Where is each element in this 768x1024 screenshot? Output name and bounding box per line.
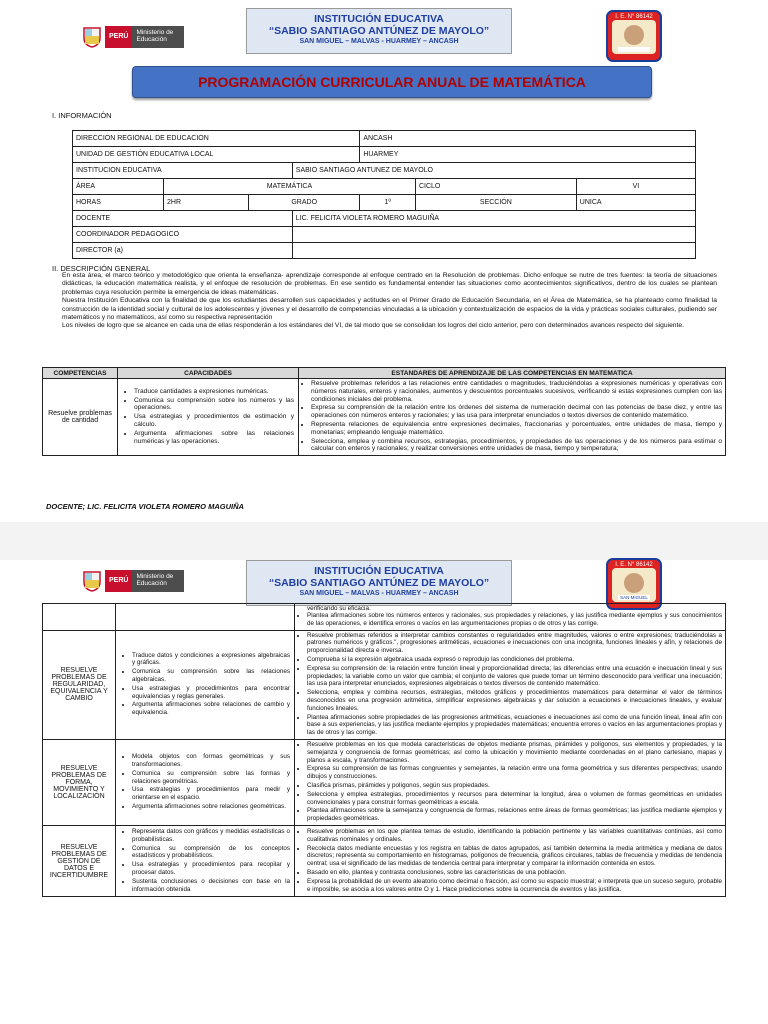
capacities-cell: [116, 825, 295, 896]
peru-shield-icon: [82, 570, 102, 592]
description-paragraph-3: Los niveles de logro que se alcance en cada una de ellas responderán a los estándares del VI, de tal modo que se consolidan los logros del ciclo anterior, pero con determinados avances respecto del siguiente.: [62, 322, 684, 330]
list-item: • Usa estrategias y procedimientos para medir y orientarse en el espacio.: [132, 786, 290, 802]
capacities-cell: [116, 630, 295, 739]
list-item: • Clasifica prismas, pirámides y polígonos, según sus propiedades.: [307, 782, 722, 790]
list-item: • Comprueba si la expresión algebraica usada expresó o reprodujo las condiciones del problema.: [307, 656, 722, 664]
institution-box: [246, 560, 512, 606]
list-item: • Sustenta conclusiones o decisiones con base en la información obtenida: [132, 878, 290, 894]
standards-cell: [299, 379, 726, 456]
director-value: [292, 243, 695, 259]
list-item: • Usa estrategias y procedimientos de estimación y cálculo.: [134, 413, 294, 429]
list-item: • Resuelve problemas en los que plantea temas de estudio, identificando la población pertinente y las variables cuantitativas continúas, así como cualitativas nominales y ordinales.: [307, 828, 722, 844]
peru-label: PERÚ: [105, 570, 132, 592]
competency-name: Resuelve problemas de cantidad: [43, 379, 118, 456]
ugel-label: UNIDAD DE GESTIÓN EDUCATIVA LOCAL: [73, 147, 360, 163]
institution-box: [246, 8, 512, 54]
school-seal-icon: [606, 10, 662, 62]
coordinator-value: [292, 227, 695, 243]
institution-line1: INSTITUCIÓN EDUCATIVA: [314, 565, 444, 577]
peru-shield-icon: [82, 26, 102, 48]
table-row: [43, 739, 726, 825]
grado-label: GRADO: [249, 195, 360, 211]
institution-line1: INSTITUCIÓN EDUCATIVA: [314, 13, 444, 25]
competency-name: RESUELVE PROBLEMAS DE REGULARIDAD, EQUIVALENCIA Y CAMBIO: [43, 630, 116, 739]
minedu-logo: [82, 570, 184, 592]
list-item: • Representa relaciones de equivalencia entre expresiones decimales, fraccionarias y porcentuales, entre unidades de masa, tiempo y monetarias; empleando lenguaje matemático.: [311, 421, 722, 437]
list-item: • Plantea afirmaciones sobre los números enteros y racionales, sus propiedades y relaciones, y las justifica mediante ejemplos y sus conocimientos de las operaciones, e identifica errores o vacíos en las argumentaciones propias o de otros y las corrige.: [307, 612, 722, 628]
standards-cell: [295, 825, 726, 896]
standards-cell: [295, 604, 726, 631]
list-item: • Comunica su comprensión de los conceptos estadísticos y probabilísticos.: [132, 845, 290, 861]
director-label: DIRECTOR (a): [73, 243, 293, 259]
list-item: • Plantea afirmaciones sobre la semejanza y congruencia de formas, relaciones entre áreas de formas geométricas; las justifica mediante ejemplos y propiedades geométricas.: [307, 807, 722, 823]
grado-value: 1º: [360, 195, 416, 211]
ie-label: INSTITUCION EDUCATIVA: [73, 163, 293, 179]
list-item: • Usa estrategias y procedimientos para recopilar y procesar datos.: [132, 861, 290, 877]
peru-label: PERÚ: [105, 26, 132, 48]
area-value: MATEMÁTICA: [164, 179, 416, 195]
ie-value: SABIO SANTIAGO ANTUNEZ DE MAYOLO: [292, 163, 695, 179]
list-item: • Expresa su comprensión de las formas congruentes y semejantes, la relación entre una forma geométrica y sus diferentes perspectivas; usando dibujos y construcciones.: [307, 765, 722, 781]
list-item: • Usa estrategias y procedimientos para encontrar equivalencias y reglas generales.: [132, 685, 290, 701]
list-item: • Selecciona, emplea y combina recursos, estrategias, métodos gráficos y procedimientos matemáticos para determinar el valor de términos desconocidos en una progresión aritmética, simplificar expresiones algebraicas y dar solución a ecuaciones e inecuaciones lineales, y evaluar funciones lineales.: [307, 689, 722, 712]
standards-cell: [295, 739, 726, 825]
header-capacidades: CAPACIDADES: [118, 368, 299, 379]
seccion-label: SECCIÓN: [415, 195, 576, 211]
institution-line3: SAN MIGUEL – MALVAS - HUARMEY – ANCASH: [299, 590, 459, 597]
horas-label: HORAS: [73, 195, 164, 211]
section-description-heading: II. DESCRIPCIÓN GENERAL: [52, 264, 151, 273]
header-competencias: COMPETENCIAS: [43, 368, 118, 379]
list-item: • Plantea afirmaciones sobre propiedades de las progresiones aritméticas, ecuaciones e inecuaciones así como de una función lineal, lineal afín con base a sus experiencias, y las justifica mediante ejemplos y propiedades matemáticas; encuentra errores o vacíos en las argumentaciones propias y las de otros y las corrige.: [307, 714, 722, 737]
institution-line3: SAN MIGUEL – MALVAS - HUARMEY – ANCASH: [299, 38, 459, 45]
capacities-cell: [116, 739, 295, 825]
svg-text:SAN MIGUEL: SAN MIGUEL: [620, 595, 648, 600]
competency-table-continued: [42, 603, 726, 897]
capacities-cell: [118, 379, 299, 456]
institution-line2: “SABIO SANTIAGO ANTÚNEZ DE MAYOLO”: [268, 577, 490, 589]
list-item: • Comunica su comprensión sobre los números y las operaciones.: [134, 397, 294, 413]
table-row: [43, 825, 726, 896]
ugel-value: HUARMEY: [360, 147, 696, 163]
list-item: • Argumenta afirmaciones sobre relaciones de cambio y equivalencia.: [132, 701, 290, 717]
table-row: [43, 630, 726, 739]
list-item: • Resuelve problemas referidos a las relaciones entre cantidades o magnitudes, traduciéndolas a expresiones numéricas y operativas con números naturales, enteros y racionales, aumentos y descuentos porcentuales sucesivos, verificando si estas expresiones cumplen con las condiciones iniciales del problema.: [311, 380, 722, 403]
competency-name: RESUELVE PROBLEMAS DE FORMA, MOVIMIENTO Y LOCALIZACIÓN: [43, 739, 116, 825]
list-item: • Traduce datos y condiciones a expresiones algebraicas y gráficas.: [132, 652, 290, 668]
list-item: • Recolecta datos mediante encuestas y los registra en tablas de datos agrupados, así también determina la media aritmética y mediana de datos discretos; representa su comportamiento en histogramas, polígonos de frecuencia, gráficos circulares, tablas de frecuencia y medidas de tendencia central; usa el significado de las medidas de tendencia central para interpretar y comparar la información contenida en estos.: [307, 845, 722, 868]
seccion-value: UNICA: [576, 195, 695, 211]
table-row: [43, 604, 726, 631]
ministry-label: Ministerio de Educación: [132, 570, 184, 592]
dre-label: DIRECCION REGIONAL DE EDUCACION: [73, 131, 360, 147]
ciclo-label: CICLO: [415, 179, 576, 195]
svg-text:I. E. N° 86142: I. E. N° 86142: [615, 562, 653, 568]
page-title: PROGRAMACIÓN CURRICULAR ANUAL DE MATEMÁTICA: [132, 66, 652, 98]
description-text: [62, 272, 717, 331]
list-item: • Selecciona, emplea y combina recursos, estrategias, procedimientos, y propiedades de las operaciones y de los números para estimar o calcular con enteros y racionales; y realizar conversiones entre unidades de masa, tiempo y temperatura;: [311, 438, 722, 454]
competency-table: [42, 367, 726, 456]
page-separator: [0, 522, 768, 560]
area-label: ÁREA: [73, 179, 164, 195]
ciclo-value: VI: [576, 179, 695, 195]
institution-line2: “SABIO SANTIAGO ANTÚNEZ DE MAYOLO”: [268, 25, 490, 37]
docente-signature: DOCENTE; LIC. FELICITA VIOLETA ROMERO MAGUIÑA: [46, 502, 244, 511]
description-paragraph-2: Nuestra Institución Educativa con la finalidad de que los estudiantes desarrollen sus capacidades y actitudes en el Primer Grado de Educación Secundaria, en el Área de Matemática, se ha planteado como finalidad la construcción de la identidad social y cultural de los adolescentes y jóvenes y el desarrollo de competencias vinculadas a la ubicación y contextualización de espacios de la vida y prácticas sociales culturales, pudiendo ser matemáticos y no matemáticos, así como su respectiva representación: [62, 297, 717, 322]
list-item: • Expresa la probabilidad de un evento aleatorio como decimal o fracción, así como su espacio muestral; e interpreta que un suceso seguro, probable e imposible, se asocia a los valores entre O y 1. Hace predicciones sobre la ocurrencia de eventos y las justifica.: [307, 878, 722, 894]
section-info-heading: I. INFORMACIÓN: [52, 111, 112, 120]
table-row: [43, 379, 726, 456]
list-item: • Modela objetos con formas geométricas y sus transformaciones.: [132, 753, 290, 769]
page-2: [0, 560, 768, 1024]
description-paragraph-1: En esta área, el marco teórico y metodológico que orienta la enseñanza- aprendizaje corresponde al enfoque centrado en la Resolución de problemas. Dicho enfoque se nutre de tres fuentes: la teoría de situaciones didácticas, la educación matemática realista, y el enfoque de resolución de problemas. En ese sentido es fundamental entender las situaciones como acontecimientos significativos, dentro de los cuales se plantean problemas cuya resolución permite la emergencia de ideas matemáticas.: [62, 272, 717, 296]
list-item: • Representa datos con gráficos y medidas estadísticas o probabilísticas.: [132, 828, 290, 844]
continuation-text: verificando su eficacia.: [307, 605, 371, 612]
docente-value: LIC. FELICITA VIOLETA ROMERO MAGUIÑA: [292, 211, 695, 227]
list-item: • Argumenta afirmaciones sobre las relaciones numéricas y las operaciones.: [134, 430, 294, 446]
horas-value: 2HR: [164, 195, 249, 211]
list-item: • Expresa su comprensión de la relación entre los órdenes del sistema de numeración decimal con las potencias de base diez, y entre las operaciones con números enteros y racionales; y las usa para interpretar enunciados o textos diversos de contenido matemático.: [311, 404, 722, 420]
list-item: • Selecciona y emplea estrategias, procedimientos y recursos para determinar la longitud, área o volumen de formas geométricas en unidades convencionales y para construir formas geométricas a escala.: [307, 791, 722, 807]
list-item: • Comunica su comprensión sobre las relaciones algebraicas.: [132, 668, 290, 684]
docente-label: DOCENTE: [73, 211, 293, 227]
minedu-logo: [82, 26, 184, 48]
info-table: [72, 130, 696, 259]
svg-text:I. E. N° 86142: I. E. N° 86142: [615, 14, 653, 20]
standards-cell: [295, 630, 726, 739]
header-estandares: ESTANDARES DE APRENDIZAJE DE LAS COMPETENCIAS EN MATEMATICA: [299, 368, 726, 379]
competency-name: RESUELVE PROBLEMAS DE GESTIÓN DE DATOS E INCERTIDUMBRE: [43, 825, 116, 896]
list-item: • Comunica su comprensión sobre las formas y relaciones geométricas.: [132, 770, 290, 786]
list-item: • Argumenta afirmaciones sobre relaciones geométricas.: [132, 803, 290, 811]
list-item: • Traduce cantidades a expresiones numéricas.: [134, 388, 294, 396]
ministry-label: Ministerio de Educación: [132, 26, 184, 48]
list-item: • Basado en ello, plantea y contrasta conclusiones, sobre las características de una población.: [307, 869, 722, 877]
list-item: • Resuelve problemas en los que modela características de objetos mediante prismas, pirámides y polígonos, sus elementos y propiedades, y la semejanza y congruencia de formas geométricas; así como la ubicación y movimiento mediante coordenadas en el plano cartesiano, mapas y planos a escala, y transformaciones.: [307, 741, 722, 764]
list-item: • Resuelve problemas referidos a interpretar cambios constantes o regularidades entre magnitudes, valores o entre expresiones; traduciéndolas a patrones numéricos y gráficos.", progresiones aritméticas, ecuaciones e inecuaciones con una incógnita, funciones lineales y afín, y relaciones de proporcionalidad directa e inversa.: [307, 632, 722, 655]
dre-value: ANCASH: [360, 131, 696, 147]
list-item: • Expresa su comprensión de: la relación entre función lineal y proporcionalidad directa; las diferencias entre una ecuación e inecuación lineal y sus propiedades; la variable como un valor que cambia; el conjunto de valores que puede tomar un término desconocido para verificar una inecuación; las usa para interpretar enunciados, expresiones algebraicas o textos diversos de contenido matemático.: [307, 665, 722, 688]
coordinator-label: COORDINADOR PEDAGOGICO: [73, 227, 293, 243]
